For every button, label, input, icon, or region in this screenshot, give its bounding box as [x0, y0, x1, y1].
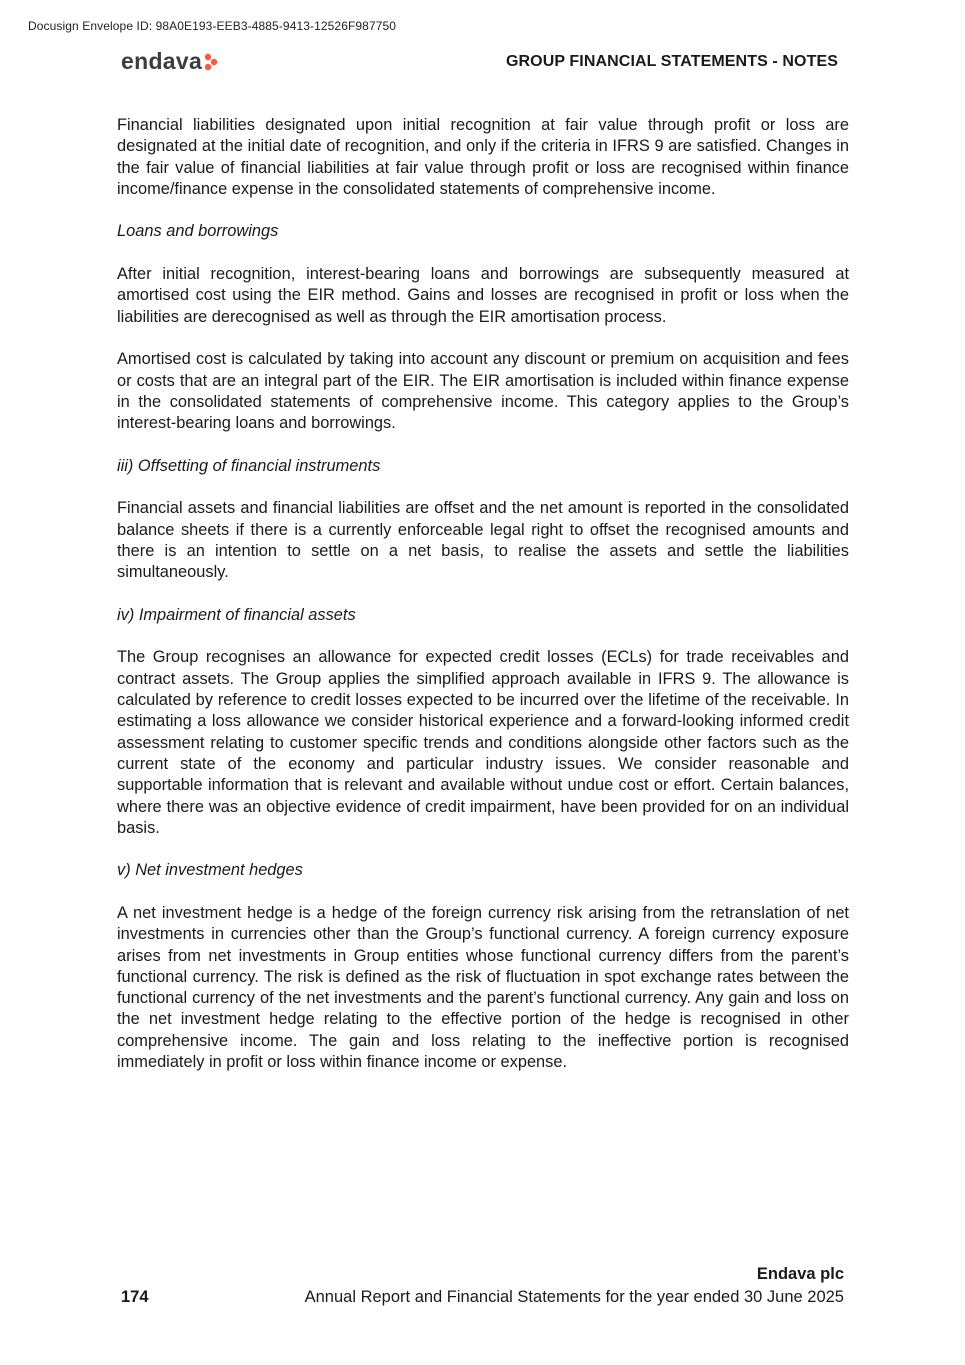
paragraph-offsetting: Financial assets and financial liabilities are offset and the net amount is reported in the consolidated balance sheets if there is a currently enforceable legal right to offset the recognised amounts and there is an intention to settle on a net basis, to realise the assets and settle the liabilities simultaneously. — [117, 499, 849, 582]
docusign-envelope-id: Docusign Envelope ID: 98A0E193-EEB3-4885-9413-12526F987750 — [28, 19, 397, 33]
logo-text: endava — [121, 47, 203, 74]
paragraph-net-investment-hedges: A net investment hedge is a hedge of the foreign currency risk arising from the retranslation of net investments in currencies other than the Group’s functional currency. A foreign currency exposure arises from net investments in Group entities whose functional currency differs from the parent’s functional currency. The risk is defined as the risk of fluctuation in spot exchange rates between the functional currency of the net investments and the parent’s functional currency. Any gain and loss on the net investment hedge relating to the effective portion of the hedge is recognised in other comprehensive income. The gain and loss relating to the ineffective portion is recognised immediately in profit or loss within finance income or expense. — [117, 903, 849, 1072]
heading-offsetting: iii) Offsetting of financial instruments — [117, 456, 381, 475]
paragraph-amortised-cost: Amortised cost is calculated by taking into account any discount or premium on acquisition and fees or costs that are an integral part of the EIR. The EIR amortisation is included within finance expense in the consolidated statements of comprehensive income. This category applies to the Group’s interest-bearing loans and borrowings. — [117, 350, 849, 433]
footer-report-title: Annual Report and Financial Statements for the year ended 30 June 2025 — [304, 1288, 844, 1306]
notes-body — [117, 115, 849, 1095]
heading-impairment: iv) Impairment of financial assets — [117, 605, 356, 624]
endava-logo — [121, 46, 218, 76]
paragraph-fvtpl-liabilities: Financial liabilities designated upon initial recognition at fair value through profit or loss are designated at the initial date of recognition, and only if the criteria in IFRS 9 are satisfied. Changes in the fair value of financial liabilities at fair value through profit or loss are recognised within finance income/finance expense in the consolidated statements of comprehensive income. — [117, 116, 849, 198]
footer-company: Endava plc — [756, 1265, 844, 1283]
paragraph-loans-measurement: After initial recognition, interest-bearing loans and borrowings are subsequently measured at amortised cost using the EIR method. Gains and losses are recognised in profit or loss when the liabilities are derecognised as well as through the EIR amortisation process. — [117, 265, 849, 326]
page-number: 174 — [121, 1288, 149, 1306]
heading-loans-borrowings: Loans and borrowings — [117, 222, 279, 241]
section-title: GROUP FINANCIAL STATEMENTS - NOTES — [505, 53, 838, 70]
heading-net-investment-hedges: v) Net investment hedges — [117, 861, 303, 880]
logo-mark-icon — [204, 53, 218, 71]
paragraph-impairment: The Group recognises an allowance for expected credit losses (ECLs) for trade receivables and contract assets. The Group applies the simplified approach available in IFRS 9. The allowance is calculated by reference to credit losses expected to be incurred over the lifetime of the receivable. In estimating a loss allowance we consider historical experience and a forward-looking informed credit assessment relating to customer specific trends and conditions alongside other factors such as the current state of the economy and particular industry issues. We consider reasonable and supportable information that is relevant and available without undue cost or effort. Certain balances, where there was an objective evidence of credit impairment, have been provided for on an individual basis. — [117, 648, 849, 837]
